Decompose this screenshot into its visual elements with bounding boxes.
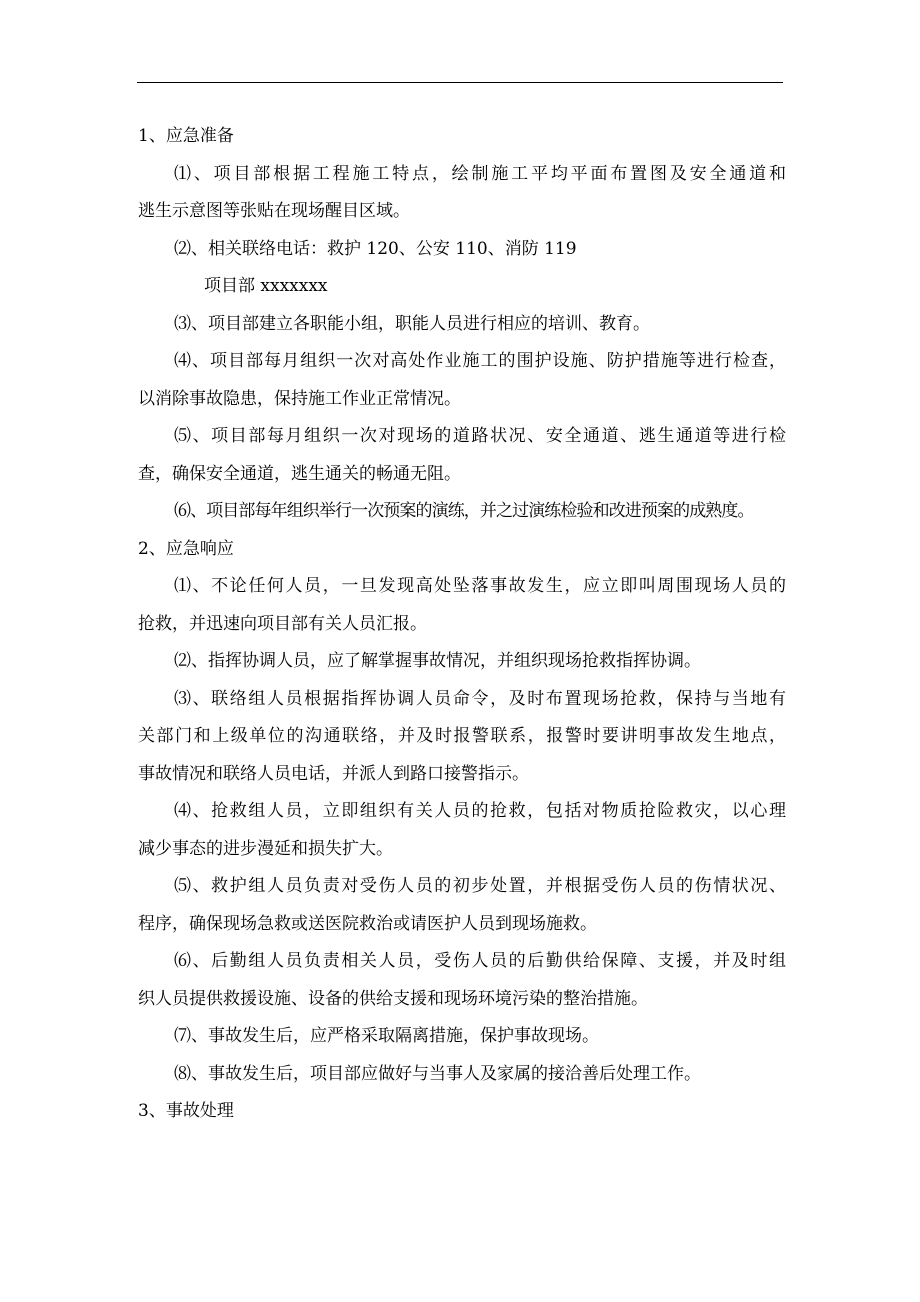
paragraph-2-6-line-2: 织人员提供救援设施、设备的供给支援和现场环境污染的整治措施。 [138, 988, 648, 1009]
paragraph-1-6: ⑹、项目部每年组织举行一次预案的演练，并之过演练检验和改进预案的成熟度。 [174, 501, 754, 521]
paragraph-1-1-line-1: ⑴、项目部根据工程施工特点，绘制施工平均平面布置图及安全通道和 [174, 163, 786, 184]
header-rule [137, 82, 783, 83]
paragraph-1-5-line-2: 查，确保安全通道，逃生通关的畅通无阻。 [138, 463, 461, 484]
paragraph-2-3-line-1: ⑶、联络组人员根据指挥协调人员命令，及时布置现场抢救，保持与当地有 [174, 688, 786, 709]
paragraph-2-2: ⑵、指挥协调人员，应了解掌握事故情况，并组织现场抢救指挥协调。 [174, 651, 701, 671]
paragraph-2-5-line-1: ⑸、救护组人员负责对受伤人员的初步处置，并根据受伤人员的伤情状况、 [174, 876, 786, 896]
paragraph-1-1-line-2: 逃生示意图等张贴在现场醒目区域。 [138, 201, 410, 221]
paragraph-2-7: ⑺、事故发生后，应严格采取隔离措施，保护事故现场。 [174, 1026, 599, 1046]
paragraph-2-6-line-1: ⑹、后勤组人员负责相关人员，受伤人员的后勤供给保障、支援，并及时组 [174, 951, 786, 971]
document-body [138, 118, 786, 1131]
section-heading-2: 2、应急响应 [138, 538, 234, 559]
paragraph-2-1-line-1: ⑴、不论任何人员，一旦发现高处坠落事故发生，应立即叫周围现场人员的 [174, 576, 786, 596]
paragraph-1-2: ⑵、相关联络电话：救护 120、公安 110、消防 119 [174, 238, 577, 259]
paragraph-2-5-line-2: 程序，确保现场急救或送医院救治或请医护人员到现场施救。 [138, 913, 597, 934]
paragraph-2-3-line-3: 事故情况和联络人员电话，并派人到路口接警指示。 [138, 763, 529, 784]
paragraph-2-8: ⑻、事故发生后，项目部应做好与当事人及家属的接洽善后处理工作。 [174, 1063, 701, 1084]
paragraph-1-4-line-1: ⑷、项目部每月组织一次对高处作业施工的围护设施、防护措施等进行检查， [174, 351, 786, 371]
paragraph-2-4-line-1: ⑷、抢救组人员，立即组织有关人员的抢救，包括对物质抢险救灾，以心理 [174, 801, 786, 821]
paragraph-2-4-line-2: 减少事态的进步漫延和损失扩大。 [138, 838, 393, 859]
paragraph-2-1-line-2: 抢救，并迅速向项目部有关人员汇报。 [138, 613, 427, 634]
paragraph-1-3: ⑶、项目部建立各职能小组，职能人员进行相应的培训、教育。 [174, 313, 650, 334]
paragraph-1-4-line-2: 以消除事故隐患，保持施工作业正常情况。 [138, 388, 461, 409]
paragraph-1-2-sub: 项目部 xxxxxxx [204, 276, 328, 296]
paragraph-2-3-line-2: 关部门和上级单位的沟通联络，并及时报警联系，报警时要讲明事故发生地点， [138, 726, 786, 746]
paragraph-1-5-line-1: ⑸、项目部每月组织一次对现场的道路状况、安全通道、逃生通道等进行检 [174, 426, 786, 446]
section-heading-1: 1、应急准备 [138, 126, 234, 146]
section-heading-3: 3、事故处理 [138, 1101, 234, 1121]
